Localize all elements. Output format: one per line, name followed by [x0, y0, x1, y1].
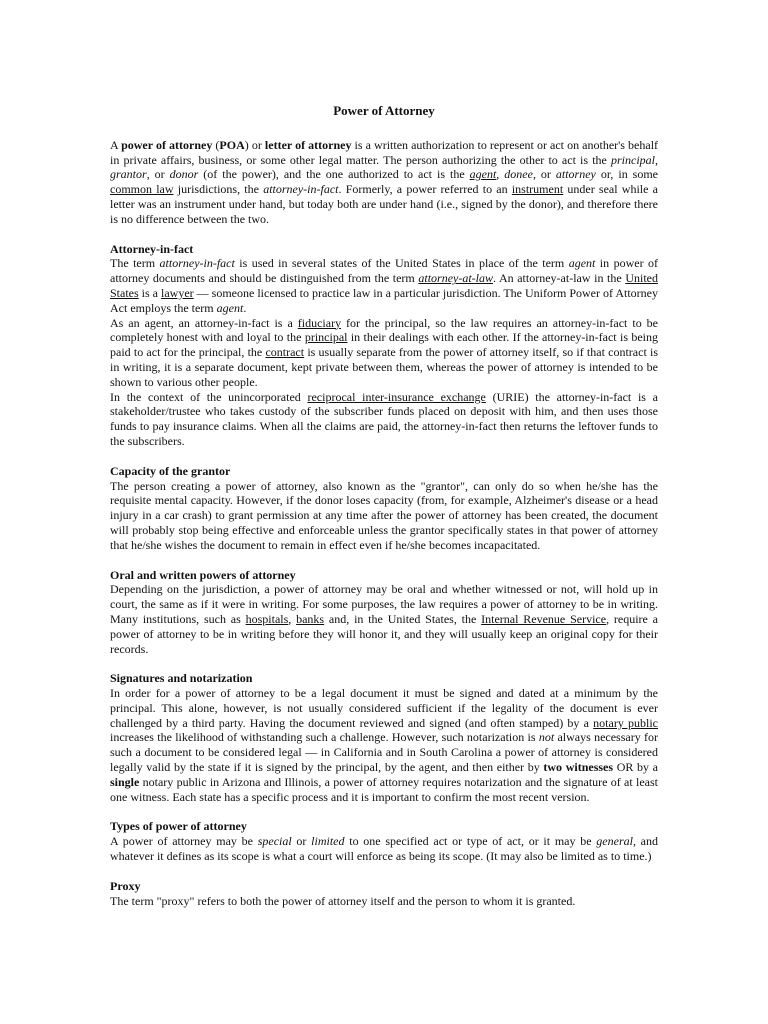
- link-text: agent: [469, 167, 497, 182]
- section-2: [110, 242, 658, 449]
- link-text: common law: [110, 182, 174, 197]
- link-text: instrument: [511, 182, 564, 197]
- section-heading: Attorney-in-fact: [110, 241, 194, 256]
- paragraph: The term attorney-in-fact is used in several states of the United States in place of the term agent in power of attorney documents and should be distinguished from the term attorney-at-law. An attorney-at-law in the United States is a lawyer — someone licensed to practice law in a particular jurisdiction. The Uniform Power of Attorney Act employs the term agent.: [110, 256, 658, 315]
- emphasis-text: agent: [568, 256, 596, 271]
- emphasis-text: attorney-in-fact: [159, 256, 235, 271]
- link-text: United States: [110, 271, 658, 300]
- section-heading: Proxy: [110, 878, 141, 893]
- section-4: [110, 568, 658, 657]
- section-5: [110, 671, 658, 804]
- paragraph: The person creating a power of attorney, also known as the "grantor", can only do so when he/she has the requisite mental capacity. However, if the donor loses capacity (from, for example, Alzheimer's disease or a head injury in a car crash) to grant permission at any time after the power of attorney has been created, the document will probably stop being effective and enforceable unless the grantor specifically states in that power of attorney that he/she wishes the document to remain in effect even if he/she becomes incapacitated.: [110, 478, 658, 552]
- emphasis-text: attorney: [555, 167, 596, 182]
- emphasis-text: agent: [216, 300, 244, 315]
- emphasis-text: not: [538, 730, 555, 745]
- emphasis-text: two witnesses: [543, 760, 614, 775]
- section-3: [110, 464, 658, 553]
- section-6: [110, 819, 658, 863]
- paragraph: A power of attorney may be special or limited to one specified act or type of act, or it may be general, and whatever it defines as its scope is what a court will enforce as being its scope. (It may also be limited as to time.): [110, 834, 659, 864]
- emphasis-text: letter of attorney: [264, 137, 352, 152]
- emphasis-text: principal: [611, 152, 655, 167]
- emphasis-text: power of attorney: [121, 137, 213, 152]
- section-heading: Types of power of attorney: [110, 819, 247, 834]
- section-1: [110, 138, 658, 227]
- document-body: [110, 138, 658, 909]
- emphasis-text: POA: [219, 137, 245, 152]
- emphasis-text: single: [110, 774, 140, 789]
- emphasis-text: grantor: [110, 167, 147, 182]
- emphasis-text: general: [596, 834, 633, 849]
- emphasis-text: donee: [504, 167, 533, 182]
- link-text: fiduciary: [297, 315, 342, 330]
- link-text: principal: [304, 330, 348, 345]
- paragraph: A power of attorney (POA) or letter of attorney is a written authorization to represent or act on another's behalf in private affairs, business, or some other legal matter. The person authorizing the other to act is the principal, grantor, or donor (of the power), and the one authorized to act is the agent, donee, or attorney or, in some common law jurisdictions, the attorney-in-fact. Formerly, a power referred to an instrument under seal while a letter was an instrument under hand, but today both are under hand (i.e., signed by the donor), and therefore there is no difference between the two.: [110, 137, 659, 226]
- paragraph: As an agent, an attorney-in-fact is a fiduciary for the principal, so the law requires an attorney-in-fact to be completely honest with and loyal to the principal in their dealings with each other. If the attorney-in-fact is being paid to act for the principal, the contract is usually separate from the power of attorney itself, so if that contract is in writing, it is a separate document, kept private between them, whereas the power of attorney is intended to be shown to various other people.: [110, 315, 659, 389]
- emphasis-text: special: [257, 834, 292, 849]
- emphasis-text: limited: [311, 834, 345, 849]
- section-heading: Oral and written powers of attorney: [110, 567, 296, 582]
- link-text: reciprocal inter-insurance exchange: [307, 389, 486, 404]
- link-text: Internal Revenue Service: [481, 611, 607, 626]
- paragraph: In order for a power of attorney to be a legal document it must be signed and dated at a minimum by the principal. This alone, however, is not usually considered sufficient if the legality of the document is ever challenged by a third party. Having the document reviewed and signed (and often stamped) by a notary public increases the likelihood of withstanding such a challenge. However, such notarization is not always necessary for such a document to be considered legal — in California and in South Carolina a power of attorney is considered legally valid by the state if it is signed by the principal, by the agent, and then either by two witnesses OR by a single notary public in Arizona and Illinois, a power of attorney requires notarization and the signature of at least one witness. Each state has a specific process and it is important to confirm the most recent version.: [110, 686, 658, 804]
- link-text: hospitals: [245, 611, 289, 626]
- section-heading: Capacity of the grantor: [110, 463, 231, 478]
- link-text: notary public: [593, 715, 658, 730]
- link-text: banks: [296, 611, 325, 626]
- paragraph: In the context of the unincorporated reciprocal inter-insurance exchange (URIE) the attorney-in-fact is a stakeholder/trustee who takes custody of the subscriber funds placed on deposit with him, and then uses those funds to pay insurance claims. When all the claims are paid, the attorney-in-fact then returns the leftover funds to the subscribers.: [110, 389, 658, 448]
- link-text: contract: [265, 345, 305, 360]
- emphasis-text: donor: [169, 167, 199, 182]
- paragraph: Depending on the jurisdiction, a power of attorney may be oral and whether witnessed or not, will hold up in court, the same as if it were in writing. For some purposes, the law requires a power of attorney to be in writing. Many institutions, such as hospitals, banks and, in the United States, the Internal Revenue Service, require a power of attorney to be in writing before they will honor it, and they will usually keep an original copy for their records.: [110, 582, 659, 656]
- emphasis-text: attorney-in-fact: [263, 182, 339, 197]
- link-text: attorney-at-law: [418, 271, 494, 286]
- page-title: Power of Attorney: [333, 103, 435, 118]
- link-text: lawyer: [161, 285, 194, 300]
- section-heading: Signatures and notarization: [110, 671, 253, 686]
- section-7: [110, 879, 658, 909]
- paragraph: The term "proxy" refers to both the power of attorney itself and the person to whom it is granted.: [110, 893, 576, 908]
